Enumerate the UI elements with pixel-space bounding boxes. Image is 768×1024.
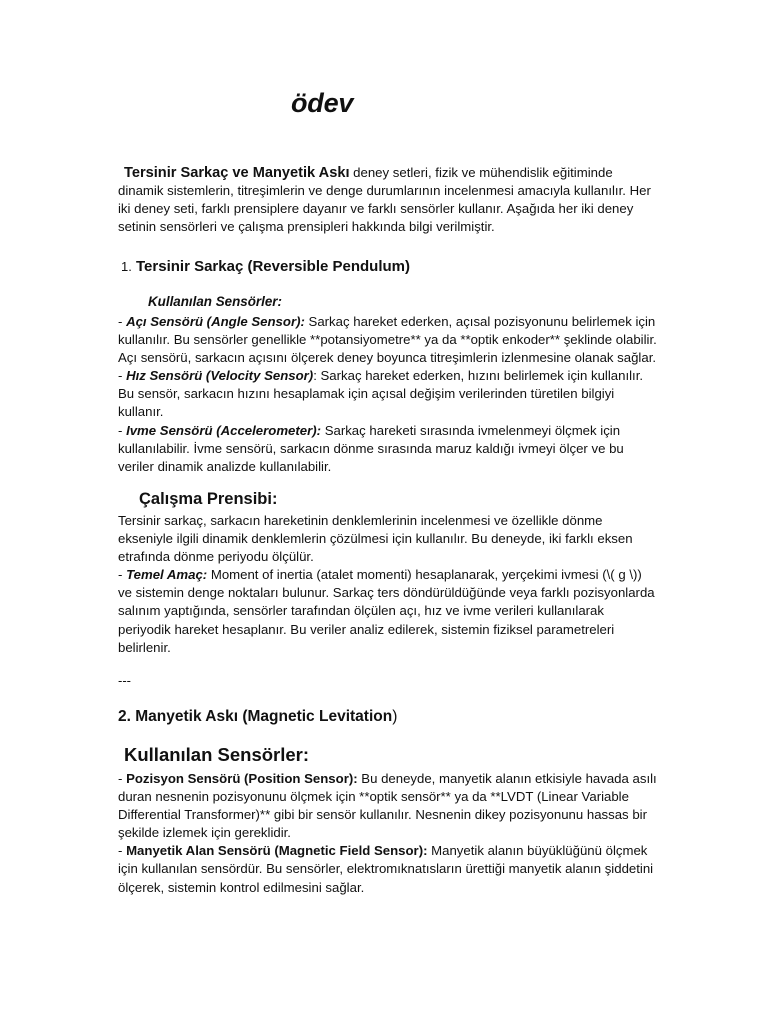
principle-paragraph	[118, 512, 658, 657]
page-title: ödev	[291, 88, 354, 118]
intro-lead: Tersinir Sarkaç ve Manyetik Askı	[124, 165, 350, 181]
sensor-item-velocity	[118, 367, 658, 421]
sensor-label-accelerometer: Ivme Sensörü (Accelerometer):	[126, 422, 322, 438]
goal-text: Moment of inertia (atalet momenti) hesaplanarak, yerçekimi ivmesi (\( g \)) ve sistemin denge noktaları bulunur. Sarkaç ters döndürüldüğünde veya farklı pozisyonlarda salınım yaptığında, sensörler tarafından ölçülen açı, hız ve ivme verileri kullanılarak periyodik hareket hesaplanır. Bu veriler analiz edilerek, sistemin fiziksel parametreleri belirlenir.	[118, 567, 655, 655]
sensor-text-accelerometer: Sarkaç hareketi sırasında ivmelenmeyi ölçmek için kullanılabilir. İvme sensörü, sarkacın dönme sırasında maruz kaldığı ivmeyi ölçer ve bu veriler dinamik analizde kullanılabilir.	[118, 422, 624, 474]
sensor-label-magnetic: Manyetik Alan Sensörü (Magnetic Field Sensor):	[126, 843, 428, 859]
intro-text: deney setleri, fizik ve mühendislik eğitiminde dinamik sistemlerin, titreşimlerin ve denge durumlarının incelenmesi amacıyla kullanılır. Her iki deney seti, farklı prensiplere dayanır ve farklı sensörler kullanır. Aşağıda her iki deney setinin sensörleri ve çalışma prensipleri hakkında bilgi verilmiştir.	[118, 165, 651, 235]
sensor-text-position: Bu deneyde, manyetik alanın etkisiyle havada asılı duran nesnenin pozisyonunu ölçmek için **optik sensör** ya da **LVDT (Linear Variable Differential Transformer)** gibi bir sensör kullanılır. Nesnenin dikey pozisyonunu hassas bir şekilde izlemek için gereklidir.	[118, 771, 657, 841]
principle-heading: Çalışma Prensibi:	[139, 490, 278, 508]
goal-item	[118, 566, 658, 656]
goal-label: Temel Amaç:	[126, 567, 208, 583]
list-dash: -	[118, 422, 127, 438]
section1-sensors-heading: Kullanılan Sensörler:	[148, 294, 282, 309]
section1-heading	[121, 258, 410, 275]
sensor-label-angle: Açı Sensörü (Angle Sensor):	[126, 314, 305, 329]
section1-title: Tersinir Sarkaç (Reversible Pendulum)	[131, 258, 411, 275]
list-dash: -	[118, 771, 127, 786]
principle-text: Tersinir sarkaç, sarkacın hareketinin denklemlerinin incelenmesi ve özellikle dönme ekseniyle ilgili dinamik denklemlerin çözülmesi için kullanılır. Bu deneyde, iki farklı eksen etrafında dönme periyodu ölçülür.	[118, 513, 633, 565]
sensor-item-angle	[118, 313, 658, 367]
sensor-item-magnetic	[118, 842, 658, 896]
list-dash: -	[118, 314, 127, 329]
intro-paragraph	[118, 164, 658, 236]
sensor-text-velocity: : Sarkaç hareket ederken, hızını belirlemek için kullanılır. Bu sensör, sarkacın hızını hesaplamak için açısal değişim verilerinden türetilen bilgiyi kullanır.	[118, 368, 644, 420]
section2-title: 2. Manyetik Askı (Magnetic Levitation	[118, 708, 393, 725]
sensor-text-angle: Sarkaç hareket ederken, açısal pozisyonunu belirlemek için kullanılır. Bu sensörler genellikle **potansiyometre** ya da **optik enkoder** şeklinde olabilir. Açı sensörü, sarkacın açısını ölçerek deney boyunca titreşimlerin izlenmesine olanak sağlar.	[118, 314, 657, 366]
separator: ---	[118, 673, 131, 688]
sensor-item-accelerometer	[118, 422, 658, 476]
sensor-text-magnetic: Manyetik alanın büyüklüğünü ölçmek için kullanılan sensördür. Bu sensörler, elektromıknatısların ürettiği manyetik alanın şiddetini ölçerek, sistemin kontrol edilmesini sağlar.	[118, 843, 654, 895]
sensor-item-position	[118, 770, 658, 842]
sensor-label-velocity: Hız Sensörü (Velocity Sensor)	[126, 368, 314, 384]
section1-number: 1.	[121, 259, 132, 274]
list-dash: -	[118, 843, 127, 859]
section2-title-paren: )	[392, 708, 398, 725]
list-dash: -	[118, 368, 127, 384]
sensor-label-position: Pozisyon Sensörü (Position Sensor):	[126, 771, 358, 786]
section2-sensors-heading: Kullanılan Sensörler:	[124, 744, 310, 765]
list-dash: -	[118, 567, 127, 583]
section2-heading	[118, 708, 397, 726]
section2-sensor-list	[118, 770, 658, 897]
section1-sensor-list	[118, 313, 658, 476]
